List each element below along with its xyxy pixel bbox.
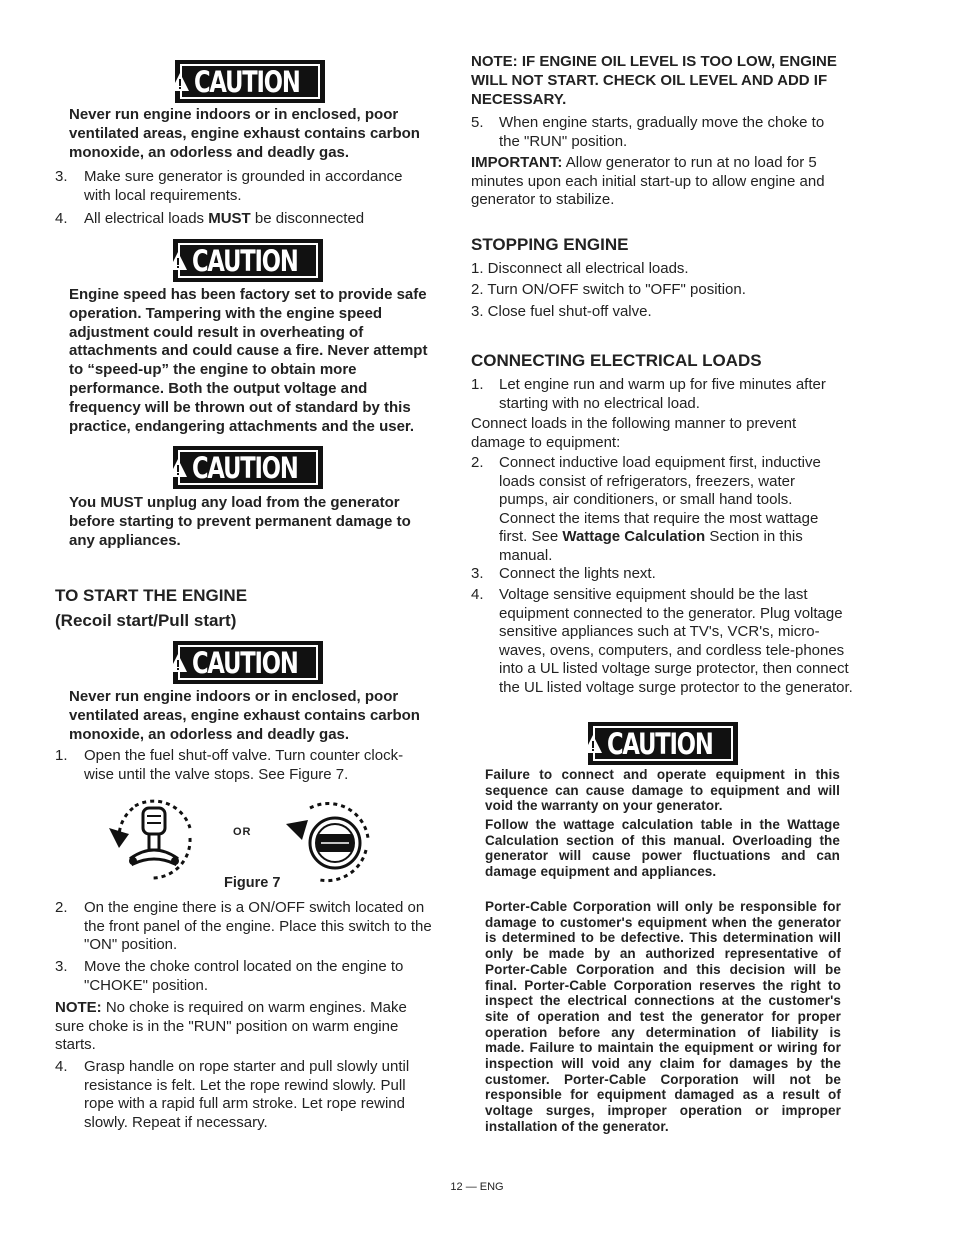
- caution-banner: [588, 722, 738, 765]
- caution-banner: [173, 239, 323, 282]
- page-footer: 12 — ENG: [450, 1181, 504, 1193]
- caution-text: Never run engine indoors or in enclosed, poor ventilated areas, engine exhaust contains carbon monoxide, an odorless and deadly gas.: [69, 106, 420, 161]
- caution-label: CAUTION: [607, 726, 713, 761]
- warning-triangle-icon: [168, 458, 188, 478]
- caution-label: CAUTION: [192, 645, 298, 680]
- figure-caption: Figure 7: [224, 875, 281, 891]
- caution-text: Porter-Cable Corporation will only be responsible for damage to customer's equipment when the generator is determined to be defective. This determination will only be made by an authorized representative of Porter-Cable Corporation and this decision will be final. Porter-Cable Corporation reserves the right to inspect the electrical connections at the customer's site of operation and test the generator for proper operation before any determination of liability is made. Failure to maintain the equipment or wiring for inspection will void any claim for damages by the customer. Porter-Cable Corporation will not be responsible for equipment damaged as a result of voltage surges, improper operation or improper installation of the generator.: [485, 899, 841, 1134]
- caution-label: CAUTION: [192, 243, 298, 278]
- figure-or-label: OR: [233, 826, 252, 838]
- section-heading: STOPPING ENGINE: [471, 235, 629, 254]
- section-heading: TO START THE ENGINE: [55, 586, 248, 605]
- fuel-valve-knob-figure: [105, 798, 200, 883]
- warning-triangle-icon: [168, 653, 188, 673]
- important-paragraph: IMPORTANT: Allow generator to run at no load for 5 minutes upon each initial start-up to allow engine and generator to stabilize.: [471, 154, 825, 208]
- section-subheading: (Recoil start/Pull start): [55, 611, 237, 630]
- caution-text: Failure to connect and operate equipment in this sequence can cause damage to equipment and will void the warranty on your generator.: [485, 767, 840, 814]
- caution-banner: [173, 446, 323, 489]
- caution-label: CAUTION: [194, 64, 300, 99]
- fuel-valve-dial-figure: [280, 798, 375, 883]
- caution-text: Never run engine indoors or in enclosed, poor ventilated areas, engine exhaust contains carbon monoxide, an odorless and deadly gas.: [69, 688, 420, 743]
- caution-label: CAUTION: [192, 450, 298, 485]
- warning-triangle-icon: [583, 734, 603, 754]
- caution-text: Engine speed has been factory set to provide safe operation. Tampering with the engine speed adjustment could result in overheating of attachments and could cause a fire. Never attempt to “speed-up” the engine to obtain more performance. Both the output voltage and frequency will be thrown out of standard by this practice, endangering attachments and the user.: [69, 286, 428, 435]
- list-item: 1. Disconnect all electrical loads.: [471, 260, 689, 277]
- caution-banner: [173, 641, 323, 684]
- section-heading: CONNECTING ELECTRICAL LOADS: [471, 351, 762, 370]
- note-paragraph: NOTE: No choke is required on warm engines. Make sure choke is in the "RUN" position on warm engine starts.: [55, 999, 407, 1053]
- list-item: 2. Turn ON/OFF switch to "OFF" position.: [471, 281, 746, 298]
- caution-text: You MUST unplug any load from the generator before starting to prevent permanent damage to any appliances.: [69, 494, 411, 549]
- oil-note: NOTE: IF ENGINE OIL LEVEL IS TOO LOW, ENGINE WILL NOT START. CHECK OIL LEVEL AND ADD IF NECESSARY.: [471, 53, 837, 108]
- warning-triangle-icon: [168, 251, 188, 271]
- caution-text: Follow the wattage calculation table in the Wattage Calculation section of this manual. Overloading the generator will cause power fluctuations and can damage equipment and appliances.: [485, 817, 840, 880]
- warning-triangle-icon: [170, 72, 190, 92]
- caution-banner: [175, 60, 325, 103]
- list-item: 3. Close fuel shut-off valve.: [471, 303, 652, 320]
- paragraph: Connect loads in the following manner to prevent damage to equipment:: [471, 415, 797, 451]
